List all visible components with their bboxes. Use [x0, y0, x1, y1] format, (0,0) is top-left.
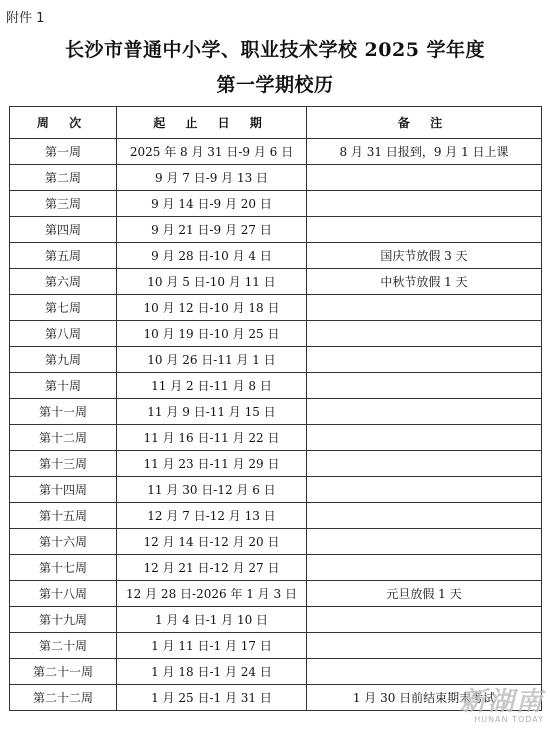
- date-range-cell: 9 月 14 日-9 月 20 日: [117, 191, 307, 217]
- header-dates: 起 止 日 期: [117, 107, 307, 139]
- table-row: [10, 529, 542, 555]
- date-range-cell: 12 月 28 日-2026 年 1 月 3 日: [117, 581, 307, 607]
- note-cell: [307, 295, 542, 321]
- note-cell: [307, 425, 542, 451]
- header-notes: 备 注: [307, 107, 542, 139]
- note-cell: 国庆节放假 3 天: [307, 243, 542, 269]
- week-cell: 第七周: [10, 295, 117, 321]
- note-cell: [307, 399, 542, 425]
- note-cell: [307, 659, 542, 685]
- date-range-cell: 11 月 16 日-11 月 22 日: [117, 425, 307, 451]
- note-cell: [307, 607, 542, 633]
- note-cell: [307, 191, 542, 217]
- week-cell: 第二十二周: [10, 685, 117, 711]
- table-row: [10, 217, 542, 243]
- date-range-cell: 12 月 14 日-12 月 20 日: [117, 529, 307, 555]
- note-cell: [307, 477, 542, 503]
- table-row: [10, 139, 542, 165]
- date-range-cell: 9 月 28 日-10 月 4 日: [117, 243, 307, 269]
- date-range-cell: 10 月 5 日-10 月 11 日: [117, 269, 307, 295]
- note-cell: 8 月 31 日报到，9 月 1 日上课: [307, 139, 542, 165]
- table-row: [10, 165, 542, 191]
- date-range-cell: 12 月 7 日-12 月 13 日: [117, 503, 307, 529]
- table-row: [10, 321, 542, 347]
- date-range-cell: 1 月 25 日-1 月 31 日: [117, 685, 307, 711]
- note-cell: [307, 503, 542, 529]
- week-cell: 第十五周: [10, 503, 117, 529]
- table-row: [10, 295, 542, 321]
- table-header-row: [10, 107, 542, 139]
- note-cell: [307, 555, 542, 581]
- note-cell: 中秋节放假 1 天: [307, 269, 542, 295]
- week-cell: 第八周: [10, 321, 117, 347]
- week-cell: 第十三周: [10, 451, 117, 477]
- table-row: [10, 581, 542, 607]
- table-row: [10, 555, 542, 581]
- date-range-cell: 1 月 11 日-1 月 17 日: [117, 633, 307, 659]
- table-row: [10, 659, 542, 685]
- note-cell: [307, 451, 542, 477]
- date-range-cell: 9 月 7 日-9 月 13 日: [117, 165, 307, 191]
- watermark-text: 新湖南: [459, 687, 544, 717]
- table-row: [10, 347, 542, 373]
- week-cell: 第四周: [10, 217, 117, 243]
- date-range-cell: 11 月 23 日-11 月 29 日: [117, 451, 307, 477]
- page-title-line-2: 第一学期校历: [216, 74, 334, 96]
- table-row: [10, 607, 542, 633]
- note-cell: 1 月 30 日前结束期末考试: [307, 685, 542, 711]
- week-cell: 第十二周: [10, 425, 117, 451]
- note-cell: [307, 633, 542, 659]
- date-range-cell: 10 月 12 日-10 月 18 日: [117, 295, 307, 321]
- week-cell: 第十八周: [10, 581, 117, 607]
- date-range-cell: 10 月 26 日-11 月 1 日: [117, 347, 307, 373]
- table-row: [10, 373, 542, 399]
- header-week: 周 次: [10, 107, 117, 139]
- week-cell: 第二十周: [10, 633, 117, 659]
- date-range-cell: 12 月 21 日-12 月 27 日: [117, 555, 307, 581]
- table-row: [10, 633, 542, 659]
- note-cell: 元旦放假 1 天: [307, 581, 542, 607]
- date-range-cell: 11 月 30 日-12 月 6 日: [117, 477, 307, 503]
- date-range-cell: 11 月 2 日-11 月 8 日: [117, 373, 307, 399]
- week-cell: 第五周: [10, 243, 117, 269]
- note-cell: [307, 217, 542, 243]
- table-row: [10, 685, 542, 711]
- note-cell: [307, 321, 542, 347]
- week-cell: 第一周: [10, 139, 117, 165]
- note-cell: [307, 165, 542, 191]
- table-row: [10, 269, 542, 295]
- date-range-cell: 9 月 21 日-9 月 27 日: [117, 217, 307, 243]
- note-cell: [307, 347, 542, 373]
- table-row: [10, 503, 542, 529]
- week-cell: 第九周: [10, 347, 117, 373]
- date-range-cell: 2025 年 8 月 31 日-9 月 6 日: [117, 139, 307, 165]
- week-cell: 第十四周: [10, 477, 117, 503]
- week-cell: 第六周: [10, 269, 117, 295]
- date-range-cell: 11 月 9 日-11 月 15 日: [117, 399, 307, 425]
- table-row: [10, 191, 542, 217]
- attachment-label: 附件 1: [6, 11, 45, 26]
- date-range-cell: 10 月 19 日-10 月 25 日: [117, 321, 307, 347]
- week-cell: 第十一周: [10, 399, 117, 425]
- watermark-subtext: HUNAN TODAY: [474, 715, 544, 724]
- table-row: [10, 399, 542, 425]
- week-cell: 第二十一周: [10, 659, 117, 685]
- page-title-line-1: 长沙市普通中小学、职业技术学校 2025 学年度: [64, 39, 486, 61]
- date-range-cell: 1 月 4 日-1 月 10 日: [117, 607, 307, 633]
- week-cell: 第三周: [10, 191, 117, 217]
- note-cell: [307, 529, 542, 555]
- week-cell: 第十九周: [10, 607, 117, 633]
- week-cell: 第十七周: [10, 555, 117, 581]
- school-calendar-table: [9, 106, 542, 711]
- table-body: [10, 139, 542, 711]
- week-cell: 第十六周: [10, 529, 117, 555]
- week-cell: 第二周: [10, 165, 117, 191]
- table-row: [10, 477, 542, 503]
- table-row: [10, 425, 542, 451]
- table-row: [10, 243, 542, 269]
- note-cell: [307, 373, 542, 399]
- date-range-cell: 1 月 18 日-1 月 24 日: [117, 659, 307, 685]
- table-row: [10, 451, 542, 477]
- week-cell: 第十周: [10, 373, 117, 399]
